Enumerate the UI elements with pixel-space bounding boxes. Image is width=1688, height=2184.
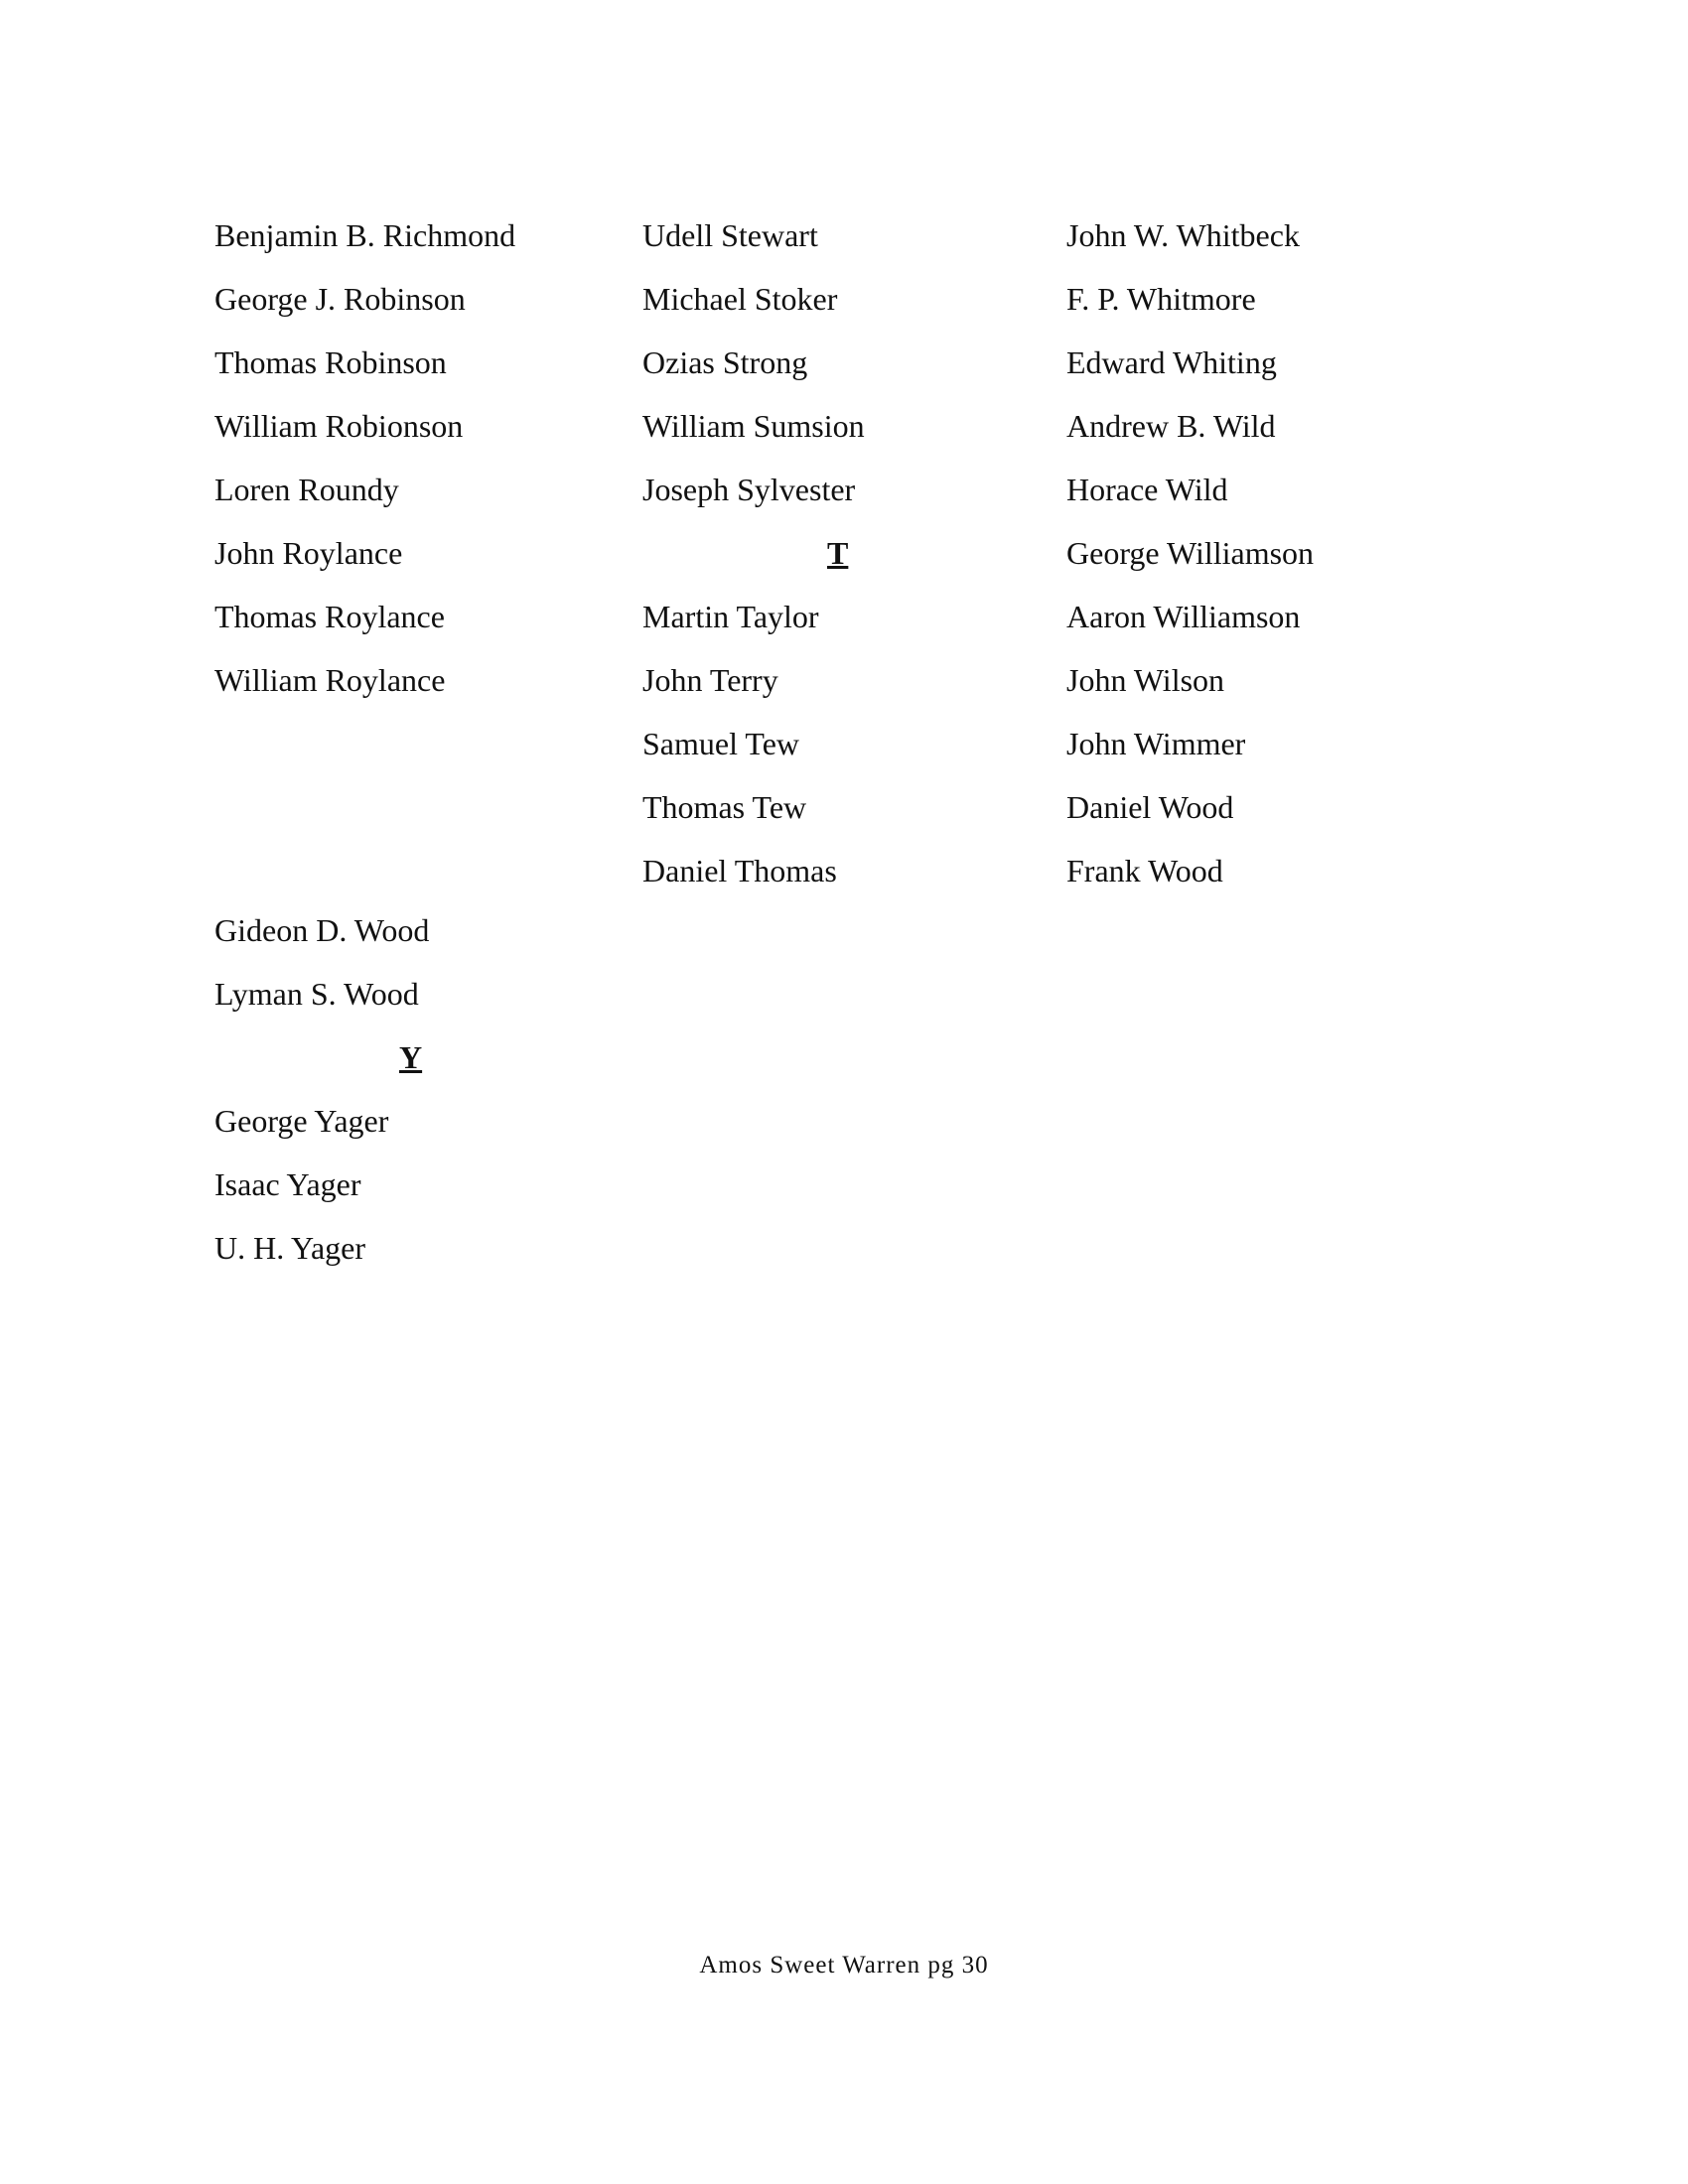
name-entry: Horace Wild — [1066, 472, 1228, 507]
name-entry: Benjamin B. Richmond — [214, 217, 516, 253]
name-column-1 — [214, 213, 612, 722]
name-entry: U. H. Yager — [214, 1230, 365, 1266]
name-entry: Isaac Yager — [214, 1166, 361, 1202]
name-entry: Daniel Thomas — [642, 853, 837, 888]
name-entry: Udell Stewart — [642, 217, 818, 253]
name-column-1-continued — [214, 908, 612, 1290]
name-entry: Loren Roundy — [214, 472, 399, 507]
name-entry: Frank Wood — [1066, 853, 1223, 888]
name-entry: John W. Whitbeck — [1066, 217, 1300, 253]
name-entry: Aaron Williamson — [1066, 599, 1301, 634]
name-entry: Thomas Robinson — [214, 344, 447, 380]
section-letter-heading: Y — [399, 1039, 423, 1075]
name-column-2 — [642, 213, 1040, 912]
name-entry: Thomas Tew — [642, 789, 807, 825]
name-entry: Daniel Wood — [1066, 789, 1234, 825]
name-entry: John Wimmer — [1066, 726, 1246, 761]
name-entry: George J. Robinson — [214, 281, 466, 317]
name-entry: F. P. Whitmore — [1066, 281, 1256, 317]
name-entry: Joseph Sylvester — [642, 472, 856, 507]
name-entry: Martin Taylor — [642, 599, 819, 634]
name-entry: Lyman S. Wood — [214, 976, 419, 1012]
name-entry: George Williamson — [1066, 535, 1315, 571]
name-entry: George Yager — [214, 1103, 389, 1139]
name-column-3 — [1066, 213, 1483, 912]
section-letter-heading: T — [827, 535, 849, 571]
name-entry: Michael Stoker — [642, 281, 838, 317]
name-entry: Andrew B. Wild — [1066, 408, 1276, 444]
page-footer: Amos Sweet Warren pg 30 — [699, 1952, 989, 1979]
name-entry: John Terry — [642, 662, 778, 698]
name-entry: John Roylance — [214, 535, 403, 571]
name-entry: Edward Whiting — [1066, 344, 1277, 380]
name-entry: William Robionson — [214, 408, 464, 444]
name-entry: William Sumsion — [642, 408, 865, 444]
name-entry: Ozias Strong — [642, 344, 808, 380]
name-entry: Gideon D. Wood — [214, 912, 430, 948]
name-entry: Thomas Roylance — [214, 599, 445, 634]
name-entry: Samuel Tew — [642, 726, 800, 761]
name-entry: John Wilson — [1066, 662, 1225, 698]
name-entry: William Roylance — [214, 662, 446, 698]
